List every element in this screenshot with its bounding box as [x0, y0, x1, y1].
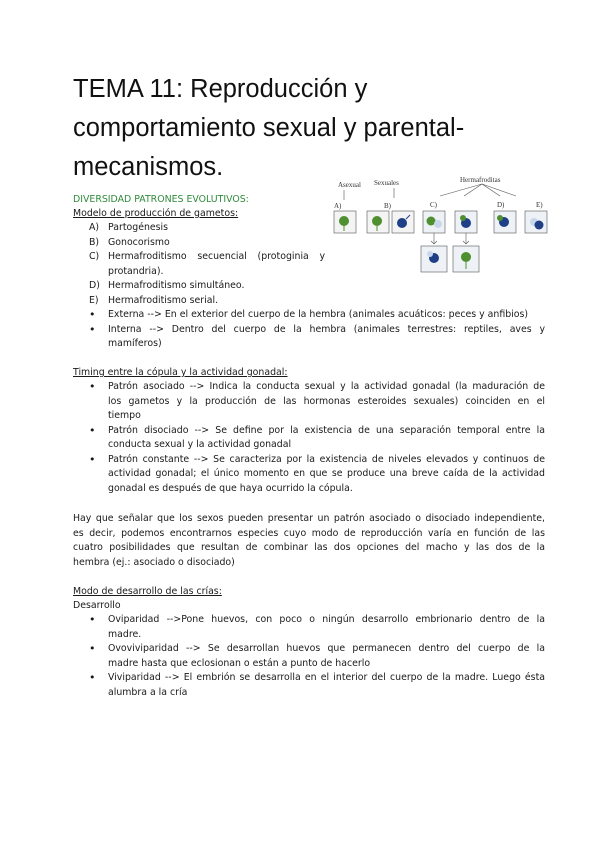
list-item-text: Hermafroditismo serial. — [108, 294, 219, 306]
bullet-icon: • — [89, 452, 96, 466]
paragraph-line: hembra (ej.: asociado o disociado) — [73, 556, 235, 568]
list-marker: D) — [89, 280, 100, 291]
bullet-icon: • — [89, 613, 96, 626]
diagram-box-d — [494, 211, 516, 233]
list-item-text: Hermafroditismo secuencial (protoginia y — [108, 251, 325, 262]
list-item-text: Interna --> Dentro del cuerpo de la hembra (animales terrestres: reptiles, aves y — [108, 323, 545, 335]
timing-list — [89, 380, 545, 496]
list-item — [89, 279, 325, 294]
subheading-desarrollo: Modo de desarrollo de las crías: — [73, 586, 222, 597]
list-item — [89, 250, 325, 279]
bullet-icon: • — [89, 642, 96, 655]
list-item-text-cont: madre. — [108, 628, 142, 640]
subheading-timing: Timing entre la cópula y la actividad gonadal: — [73, 367, 288, 378]
list-item — [89, 613, 545, 642]
diagram-box-c — [423, 211, 477, 233]
section-heading-diversidad: DIVERSIDAD PATRONES EVOLUTIVOS: — [73, 194, 249, 205]
diagram-box-a — [334, 211, 356, 233]
list-marker: E) — [89, 294, 99, 306]
diagram-label-sexual: Sexuales — [374, 179, 399, 187]
subheading-gametos: Modelo de producción de gametos: — [73, 208, 239, 219]
list-item-text: Partogénesis — [108, 222, 169, 233]
diagram-label-herma: Hermafroditas — [460, 176, 501, 184]
title-line-2: comportamiento sexual y parental- — [73, 114, 465, 142]
list-item — [89, 380, 545, 424]
body-paragraph — [73, 512, 545, 570]
list-item-text: Viviparidad --> El embrión se desarrolla en el interior del cuerpo de la madre. Luego ésta — [108, 672, 545, 683]
list-item-text: Oviparidad -->Pone huevos, con poco o ningún desarrollo embrionario dentro de la — [108, 614, 545, 625]
list-item-text: Patrón asociado --> Indica la conducta sexual y la actividad gonadal (la maduración de — [108, 381, 545, 392]
list-item — [89, 294, 325, 309]
list-item-text: Patrón disociado --> Se define por la existencia de una separación temporal entre la — [108, 424, 545, 436]
development-list — [89, 613, 545, 700]
gamete-model-list — [89, 221, 325, 308]
list-item-text-cont: mamíferos) — [108, 338, 162, 349]
paragraph-line: es decir, podemos encontrarnos especies cuyo modo de reproducción varía en función de las — [73, 527, 545, 539]
diagram-connectors — [344, 184, 516, 200]
list-item — [89, 642, 545, 671]
list-item-text-cont: tiempo — [108, 410, 141, 421]
list-item — [89, 308, 545, 323]
list-item — [89, 221, 325, 236]
title-line-1: TEMA 11: Reproducción y — [73, 75, 368, 103]
bullet-icon: • — [89, 308, 96, 321]
list-item-text: Externa --> En el exterior del cuerpo de la hembra (animales acuáticos: peces y anfibios) — [108, 309, 529, 320]
list-marker: C) — [89, 251, 100, 262]
list-item-text-cont: gonadal es después de que haya ocurrido la cópula. — [108, 482, 353, 494]
list-item-text: Hermafroditismo simultáneo. — [108, 280, 245, 291]
list-marker: B) — [89, 236, 100, 248]
list-item-text: Ovoviviparidad --> Se desarrollan huevos que permanecen dentro del cuerpo de la — [108, 643, 545, 654]
diagram-letter-e: E) — [536, 201, 543, 209]
diagram-letter-b: B) — [384, 202, 391, 210]
list-item-text-cont: actividad gonadal; el único momento en que se produce una breve caída de la actividad — [108, 468, 545, 479]
list-item-text-cont: protandria). — [108, 265, 164, 277]
paragraph-line: Hay que señalar que los sexos pueden presentar un patrón asociado o disociado independiente, — [73, 513, 545, 524]
list-item — [89, 236, 325, 251]
diagram-box-e — [525, 211, 547, 233]
diagram-letter-d: D) — [497, 201, 505, 209]
bullet-icon: • — [89, 380, 96, 393]
title-line-3: mecanismos. — [73, 153, 224, 181]
list-item — [89, 452, 545, 497]
diagram-arrows — [431, 233, 469, 244]
list-item-text-cont: alumbra a la cría — [108, 686, 188, 698]
list-item — [89, 322, 545, 352]
list-item-text-cont: madre hasta que eclosionan o están a punto de hacerlo — [108, 657, 371, 669]
list-item-text: Gonocorismo — [108, 236, 170, 248]
bullet-icon: • — [89, 671, 96, 684]
list-item-text-cont: los gametos y la producción de las hormonas esteroides sexuales) coinciden en el — [108, 395, 545, 407]
fertilization-list — [89, 308, 545, 352]
label-desarrollo: Desarrollo — [73, 600, 121, 611]
reproduction-modes-diagram — [332, 166, 552, 278]
diagram-letter-a: A) — [334, 202, 342, 210]
list-item — [89, 423, 545, 453]
paragraph-line: cuatro posibilidades que resultan de combinar las dos opciones del macho y las dos de la — [73, 542, 545, 553]
diagram-letter-c: C) — [430, 201, 437, 209]
diagram-box-c-bottom — [421, 246, 479, 272]
list-item-text: Patrón constante --> Se caracteriza por la existencia de niveles elevados y continuos de — [108, 453, 545, 465]
bullet-icon: • — [89, 423, 96, 437]
list-item-text-cont: conducta sexual y la actividad gonadal — [108, 439, 292, 450]
bullet-icon: • — [89, 322, 96, 336]
diagram-label-asexual: Asexual — [338, 181, 361, 189]
list-item — [89, 671, 545, 700]
diagram-box-b — [367, 211, 414, 233]
list-marker: A) — [89, 222, 100, 233]
